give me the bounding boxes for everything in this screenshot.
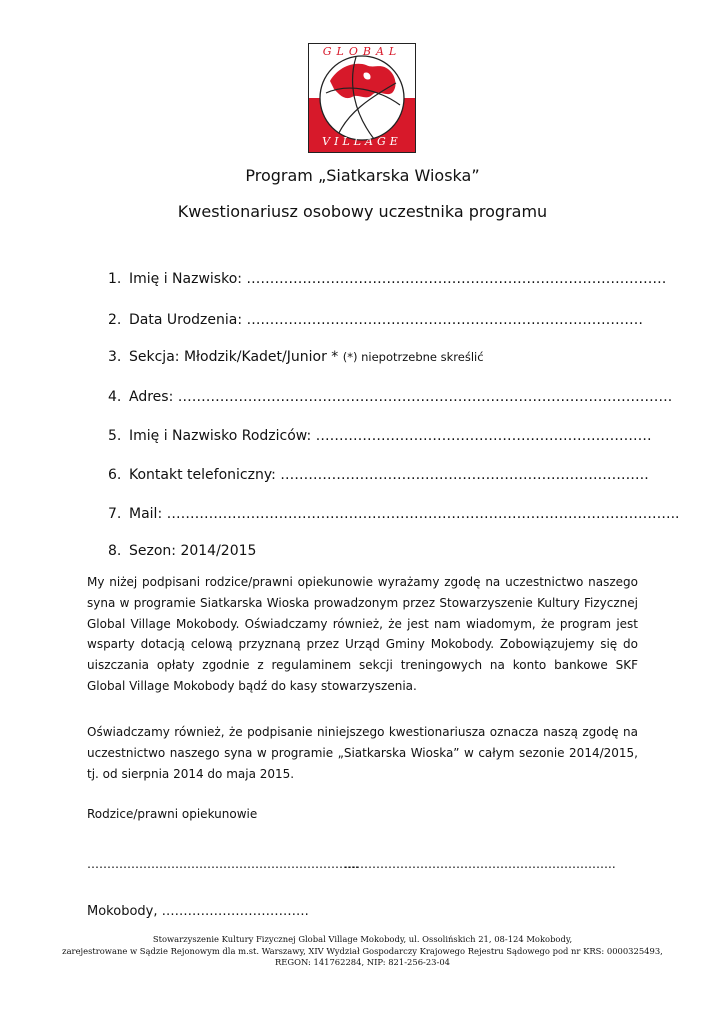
item-text: Imię i Nazwisko Rodziców: ……………………………………………………………… <box>129 428 652 444</box>
item-number: 4. <box>108 389 122 405</box>
item-number: 8. <box>108 543 122 559</box>
signature-line-left: ………………………………………………………….. <box>87 857 359 871</box>
signature-line-right: ………………………………………………………….. <box>344 857 616 871</box>
item-text: Adres: ……………………………………………………………………………………………. <box>129 389 673 405</box>
item-number: 2. <box>108 312 122 328</box>
item-note: (*) niepotrzebne skreślić <box>342 350 484 364</box>
logo-bottom-text: VILLAGE <box>322 135 402 148</box>
consent-paragraph: My niżej podpisani rodzice/prawni opiekunowie wyrażamy zgodę na uczestnictwo naszego syna w programie Siatkarska Wioska prowadzonym przez Stowarzyszenie Kultury Fizycznej Global Village Mokobody. Oświadczamy również, że jest nam wiadomym, że program jest wsparty dotacją celową przyznaną przez Urząd Gminy Mokobody. Zobowiązujemy się do uiszczania opłaty zgodnie z regulaminem sekcji treningowych na konto bankowe SKF Global Village Mokobody bądź do kasy stowarzyszenia. <box>87 575 638 693</box>
item-text: Sekcja: Młodzik/Kadet/Junior * <box>129 349 343 365</box>
document-title: Program „Siatkarska Wioska” <box>245 166 480 185</box>
item-text: Sezon: 2014/2015 <box>129 543 257 559</box>
item-text: Mail: ……………………………………………………………………………………………….. <box>129 506 680 522</box>
declaration-paragraph: Oświadczamy również, że podpisanie niniejszego kwestionariusza oznacza naszą zgodę na uczestnictwo naszego syna w programie „Siatkarska Wioska” w całym sezonie 2014/2015, tj. od sierpnia 2014 do maja 2015. <box>87 725 638 781</box>
item-number: 7. <box>108 506 122 522</box>
item-text: Data Urodzenia: ….……………………………………………………………………… <box>129 312 643 328</box>
item-text: Imię i Nazwisko: ……………………………………………………………………………… <box>129 271 667 287</box>
form-item-phone <box>108 467 649 483</box>
form-item-address <box>108 389 672 405</box>
global-village-logo <box>308 43 416 153</box>
document-subtitle: Kwestionariusz osobowy uczestnika programu <box>177 202 548 221</box>
item-text: Kontakt telefoniczny: ……………………………………………………………………. <box>129 467 649 483</box>
form-item-season <box>108 543 256 559</box>
logo-top-text: GLOBAL <box>322 45 402 58</box>
item-number: 1. <box>108 271 122 287</box>
form-item-birthdate <box>108 312 643 328</box>
footer-line-3: REGON: 141762284, NIP: 821-256-23-04 <box>275 957 450 968</box>
item-number: 5. <box>108 428 122 444</box>
footer <box>0 934 725 969</box>
signature-label: Rodzice/prawni opiekunowie <box>87 807 258 821</box>
form-item-mail <box>108 506 680 522</box>
form-item-parents <box>108 428 652 444</box>
form-item-section <box>108 349 484 365</box>
place-date-line: Mokobody, ……………………………. <box>87 904 309 919</box>
item-number: 6. <box>108 467 122 483</box>
footer-line-1: Stowarzyszenie Kultury Fizycznej Global Village Mokobody, ul. Ossolińskich 21, 08-124 Mokobody, <box>152 934 573 944</box>
item-number: 3. <box>108 349 122 365</box>
footer-line-2: zarejestrowane w Sądzie Rejonowym dla m.st. Warszawy, XIV Wydział Gospodarczy Krajowego Rejestru Sądowego pod nr KRS: 0000325493, <box>62 945 663 956</box>
form-item-name <box>108 271 666 287</box>
